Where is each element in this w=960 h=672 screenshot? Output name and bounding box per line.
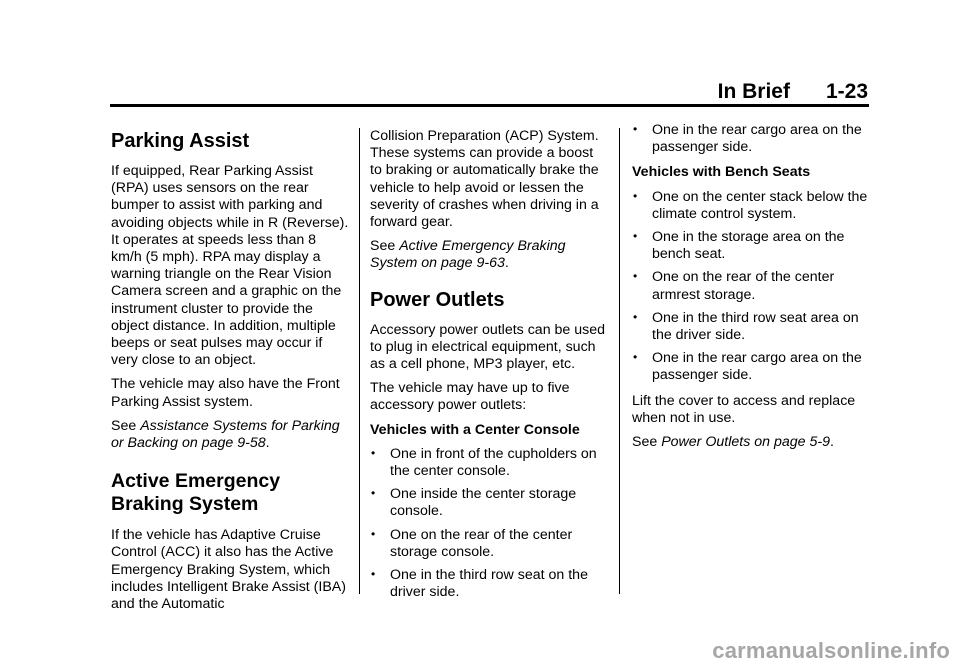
parking-assist-heading: Parking Assist xyxy=(111,130,250,152)
column-3 xyxy=(632,122,870,458)
bullet-icon: • xyxy=(633,269,638,284)
aeb-see-reference xyxy=(370,238,608,272)
bullet-icon: • xyxy=(633,122,638,136)
list-item-text: One in the rear cargo area on the passenger side. xyxy=(652,350,862,384)
bullet-icon: • xyxy=(371,567,376,582)
list-item xyxy=(370,567,608,601)
bullet-icon: • xyxy=(371,445,376,460)
aeb-heading: Active Emergency Braking System xyxy=(111,470,281,516)
power-outlets-count-paragraph: The vehicle may have up to five accessory power outlets: xyxy=(370,380,570,414)
column-2 xyxy=(370,128,608,609)
list-item-text: One on the rear of the center armrest storage. xyxy=(652,269,835,303)
header-rule xyxy=(110,104,869,107)
list-item xyxy=(632,189,870,223)
list-item-text: One in the rear cargo area on the passenger side. xyxy=(652,122,862,156)
list-item-text: One in the storage area on the bench seat. xyxy=(652,229,845,263)
list-item-text: One on the rear of the center storage console. xyxy=(390,526,573,560)
section-title: In Brief xyxy=(717,80,790,103)
column-1 xyxy=(111,122,349,620)
bullet-icon: • xyxy=(633,188,638,203)
watermark-logo: carmanualsonline.info xyxy=(712,638,950,663)
parking-cross-reference-link[interactable]: Assistance Systems for Parking or Backing on page 9-58 xyxy=(111,417,340,452)
cover-paragraph: Lift the cover to access and replace when not in use. xyxy=(632,392,856,426)
parking-assist-paragraph: If equipped, Rear Parking Assist (RPA) uses sensors on the rear bumper to assist with parking and avoiding objects while in R (Reverse). It operates at speeds less than 8 km/h (5 mph). RPA may display a warning triangle on the Rear Vision Camera screen and a graphic on the instrument cluster to provide the object distance. In addition, multiple beeps or seat pulses may occur if very close to an object. xyxy=(111,163,349,369)
power-outlets-cross-reference-link[interactable]: Power Outlets on page 5-9 xyxy=(661,434,830,451)
bullet-icon: • xyxy=(633,350,638,365)
column-divider xyxy=(359,128,360,594)
list-item xyxy=(370,527,608,561)
list-item xyxy=(370,446,608,480)
list-item xyxy=(632,350,870,384)
period: . xyxy=(504,255,509,272)
list-item-text: One in the third row seat on the driver side. xyxy=(390,567,588,601)
period: . xyxy=(829,434,834,451)
aeb-paragraph: If the vehicle has Adaptive Cruise Control (ACC) it also has the Active Emergency Braking System, which includes Intelligent Brake Assist (IBA) and the Automatic xyxy=(111,527,346,613)
power-outlets-see-reference xyxy=(632,434,870,451)
front-parking-paragraph: The vehicle may also have the Front Parking Assist system. xyxy=(111,376,340,410)
bullet-icon: • xyxy=(371,526,376,541)
list-item xyxy=(632,269,870,303)
bench-seats-subheading: Vehicles with Bench Seats xyxy=(632,164,811,181)
list-item-text: One in the third row seat area on the driver side. xyxy=(652,309,859,344)
power-outlets-heading: Power Outlets xyxy=(370,288,505,311)
parking-see-reference xyxy=(111,418,349,452)
see-label: See xyxy=(370,238,400,255)
bullet-icon: • xyxy=(633,229,638,244)
list-item-text: One on the center stack below the climate control system. xyxy=(652,188,868,222)
list-item xyxy=(632,310,870,344)
period: . xyxy=(265,435,270,452)
center-console-list-continued xyxy=(632,122,870,156)
list-item-text: One inside the center storage console. xyxy=(390,486,577,520)
list-item xyxy=(370,486,608,520)
see-label: See xyxy=(632,434,662,451)
aeb-paragraph-continued: Collision Preparation (ACP) System. These systems can provide a boost to braking or automatically brake the vehicle to help avoid or lessen the severity of crashes when driving in a forward gear. xyxy=(370,128,599,231)
bullet-icon: • xyxy=(371,486,376,501)
page-header xyxy=(110,80,868,104)
aeb-cross-reference-link[interactable]: Active Emergency Braking System on page 9-63 xyxy=(370,238,566,272)
list-item xyxy=(632,229,870,263)
see-label: See xyxy=(111,417,141,434)
power-outlets-paragraph: Accessory power outlets can be used to plug in electrical equipment, such as a cell phone, MP3 player, etc. xyxy=(370,321,606,373)
center-console-list xyxy=(370,446,608,602)
bench-seats-list xyxy=(632,189,870,385)
list-item xyxy=(632,122,870,156)
column-divider xyxy=(619,128,620,594)
bullet-icon: • xyxy=(633,309,638,324)
page-number: 1-23 xyxy=(825,80,868,103)
list-item-text: One in front of the cupholders on the center console. xyxy=(390,445,597,480)
center-console-subheading: Vehicles with a Center Console xyxy=(370,421,580,438)
